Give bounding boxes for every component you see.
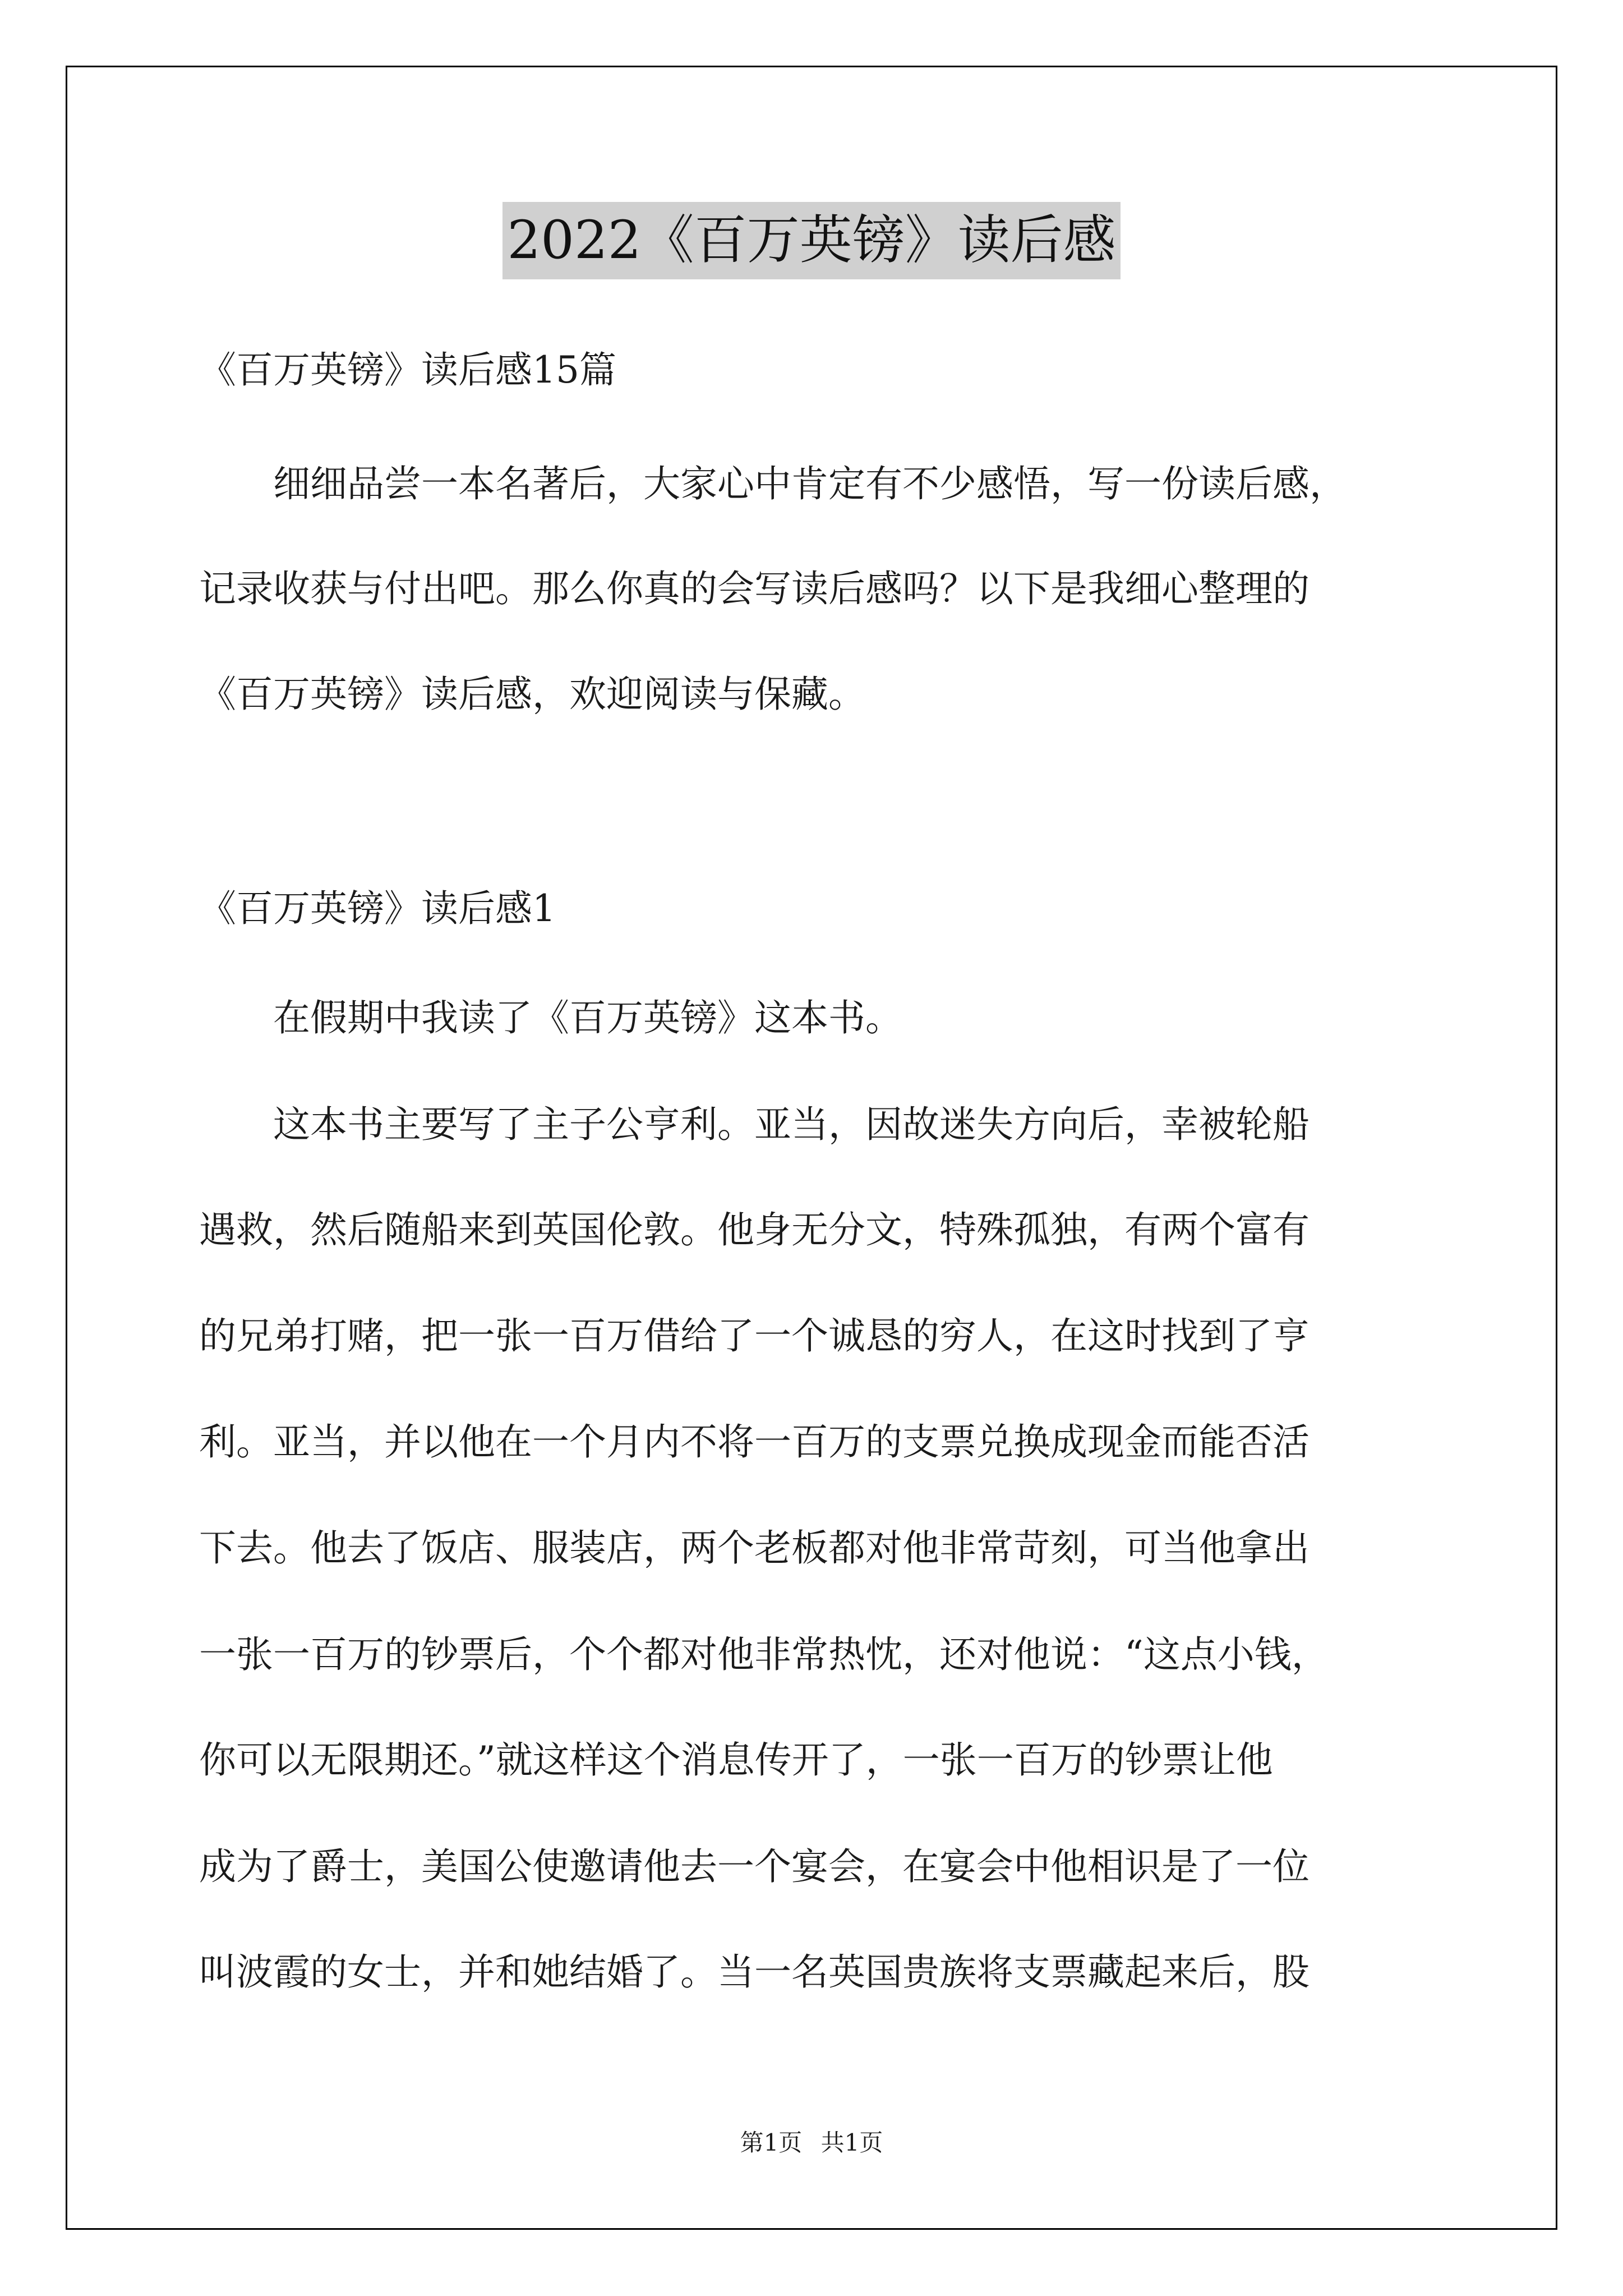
page-footer: [0, 2126, 1623, 2160]
body-line: 的兄弟打赌，把一张一百万借给了一个诚恳的穷人，在这时找到了亨: [199, 1314, 1310, 1358]
body-line: 下去。他去了饭店、服装店，两个老板都对他非常苛刻，可当他拿出: [199, 1526, 1310, 1570]
body-line: 这本书主要写了主子公亨利。亚当，因故迷失方向后，幸被轮船: [199, 1103, 1310, 1146]
intro-line: 细细品尝一本名著后，大家心中肯定有不少感悟，写一份读后感，: [199, 462, 1347, 505]
body-line: 叫波霞的女士，并和她结婚了。当一名英国贵族将支票藏起来后，股: [199, 1950, 1310, 1994]
intro-line: 记录收获与付出吧。那么你真的会写读后感吗？以下是我细心整理的: [199, 567, 1310, 610]
body-line: 你可以无限期还。”就这样这个消息传开了，一张一百万的钞票让他: [199, 1738, 1273, 1782]
title-wrapper: [0, 202, 1623, 279]
document-title: 2022《百万英镑》读后感: [502, 202, 1120, 279]
section-heading: 《百万英镑》读后感1: [199, 887, 556, 930]
body-line: 在假期中我读了《百万英镑》这本书。: [199, 996, 902, 1039]
body-line: 一张一百万的钞票后，个个都对他非常热忱，还对他说：“这点小钱，: [199, 1633, 1329, 1676]
page-number: 第1页: [740, 2129, 803, 2156]
body-line: 利。亚当，并以他在一个月内不将一百万的支票兑换成现金而能否活: [199, 1420, 1310, 1464]
intro-line: 《百万英镑》读后感，欢迎阅读与保藏。: [199, 673, 865, 716]
body-line: 成为了爵士，美国公使邀请他去一个宴会，在宴会中他相识是了一位: [199, 1845, 1310, 1888]
subtitle: 《百万英镑》读后感15篇: [199, 348, 616, 392]
page-total: 共1页: [820, 2129, 883, 2156]
body-line: 遇救，然后随船来到英国伦敦。他身无分文，特殊孤独，有两个富有: [199, 1208, 1310, 1251]
